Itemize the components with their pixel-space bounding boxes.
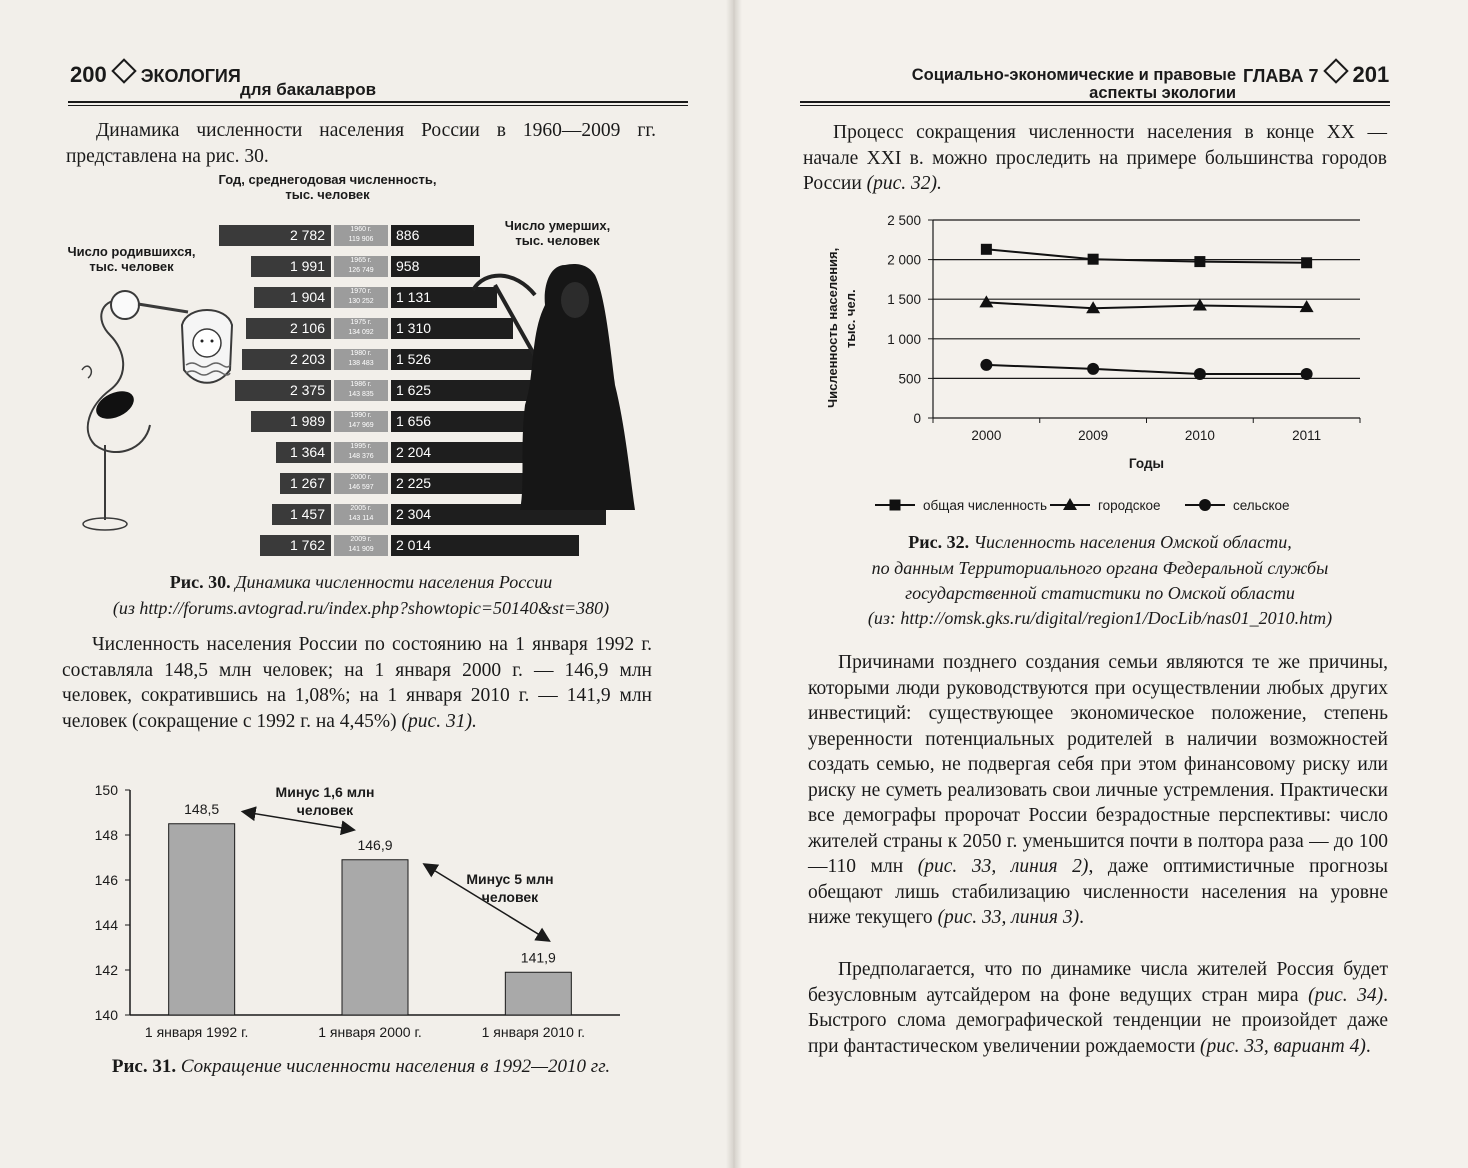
fig30-births-bar: 2 782 <box>219 225 331 246</box>
fig32-caption-line1-text: Численность населения Омской области, <box>973 532 1292 552</box>
fig30-deaths-bar: 2 304 <box>391 504 606 525</box>
fig30-deaths-bar: 1 526 <box>391 349 533 370</box>
fig31-x-tick-label: 1 января 2000 г. <box>318 1024 422 1040</box>
book-spine <box>726 0 742 1168</box>
fig32-series-line <box>986 302 1306 308</box>
fig30-population: 143 835 <box>348 391 374 398</box>
fig32-line-chart <box>815 205 1385 525</box>
fig30-year-cell <box>334 411 388 432</box>
right-header-chapter-block <box>1243 62 1389 88</box>
left-paragraph-1: Динамика численности населения России в 1960—2009 гг. представлена на рис. 30. <box>66 120 656 167</box>
fig30-year-cell <box>334 535 388 556</box>
fig30-caption-label: Рис. 30. <box>169 572 231 592</box>
right-header-rule <box>800 101 1390 103</box>
fig30-year: 2009 г. <box>350 536 372 543</box>
fig30-population: 138 483 <box>348 360 374 367</box>
fig31-y-tick-label: 148 <box>94 827 118 843</box>
fig32-y-axis-label: Численность населения, тыс. чел. <box>825 247 858 408</box>
fig32-legend-marker <box>890 500 901 511</box>
fig30-deaths-label: Число умерших, тыс. человек <box>504 218 611 248</box>
fig30-year-cell <box>334 473 388 494</box>
fig30-year: 1980 г. <box>350 350 372 357</box>
fig30-population: 134 092 <box>348 329 374 336</box>
fig32-data-point <box>979 295 993 307</box>
left-header-rule-thin <box>68 105 688 106</box>
fig30-year-cell <box>334 442 388 463</box>
fig32-y-tick-label: 0 <box>913 411 921 426</box>
fig30-year-cell <box>334 349 388 370</box>
fig30-births-label: Число родившихся, тыс. человек <box>67 244 196 274</box>
fig30-deaths-bar: 2 014 <box>391 535 579 556</box>
baby-bundle-illustration <box>172 295 242 390</box>
fig30-deaths-bar: 1 625 <box>391 380 543 401</box>
fig32-legend-item <box>875 498 1047 513</box>
fig32-reference: (рис. 32). <box>866 173 942 194</box>
fig32-y-tick-label: 1 000 <box>887 331 921 347</box>
fig30-year: 1970 г. <box>350 288 372 295</box>
fig32-data-point <box>1193 299 1207 311</box>
fig33-line3-reference: (рис. 33, линия 3) <box>937 907 1080 928</box>
fig30-population: 148 376 <box>348 453 374 460</box>
left-header <box>70 62 241 88</box>
fig33-line2-reference: (рис. 33, линия 2) <box>917 856 1089 877</box>
fig31-caption-label: Рис. 31. <box>111 1056 177 1077</box>
fig30-deaths-bar: 2 204 <box>391 442 597 463</box>
fig30-year: 1960 г. <box>350 226 372 233</box>
fig31-caption <box>66 1055 656 1079</box>
fig31-x-tick-label: 1 января 1992 г. <box>144 1024 249 1040</box>
fig31-x-tick-label: 1 января 2010 г. <box>481 1024 586 1040</box>
fig30-population: 141 909 <box>348 546 374 553</box>
fig32-data-point <box>1301 368 1313 380</box>
fig32-x-tick-label: 2011 <box>1292 428 1322 443</box>
left-paragraph-2 <box>62 632 652 734</box>
fig30-births-bar: 1 904 <box>254 287 331 308</box>
fig32-series-line <box>986 249 1306 262</box>
right-paragraph-2-text-b: , даже оптимистичные прогнозы обещают лишь стабилизацию численности населения на уровне ниже текущего <box>808 856 1389 928</box>
fig32-caption-line3 <box>800 581 1400 605</box>
fig32-data-point <box>1301 257 1312 268</box>
right-paragraph-2 <box>808 650 1388 931</box>
fig30-caption-text: Динамика численности населения России <box>235 572 553 592</box>
right-header-title-2: аспекты экологии <box>1089 84 1236 102</box>
right-paragraph-3-text-c: . <box>1365 1035 1371 1057</box>
fig30-population: 130 252 <box>348 298 374 305</box>
fig30-caption <box>66 570 656 594</box>
right-paragraph-1 <box>803 120 1387 197</box>
fig31-y-tick-label: 140 <box>94 1007 118 1023</box>
fig30-year: 2005 г. <box>350 505 372 512</box>
fig30-births-bar: 1 267 <box>280 473 331 494</box>
diamond-icon <box>111 58 136 83</box>
fig30-births-bar: 1 457 <box>272 504 331 525</box>
fig30-year-cell <box>334 380 388 401</box>
fig32-y-tick-label: 2 000 <box>887 252 921 268</box>
fig30-year: 1975 г. <box>350 319 372 326</box>
fig30-population: 126 749 <box>348 267 374 274</box>
right-paragraph-3-text-b: . Быстрого слома демографической тенденции не произойдет даже при фантастическом увеличении рождаемости <box>808 984 1388 1057</box>
right-header-title-1: Социально-экономические и правовые <box>911 66 1236 84</box>
fig32-legend-item <box>1050 498 1161 513</box>
fig31-caption-text: Сокращение численности населения в 1992—2010 гг. <box>180 1056 611 1077</box>
fig30-deaths-bar: 958 <box>391 256 480 277</box>
fig31-reference: (рис. 31). <box>401 710 477 732</box>
right-paragraph-3-text-a: Предполагается, что по динамике числа жителей Россия будет безусловным аутсайдером на фоне ведущих стран мира <box>808 959 1388 1006</box>
fig32-x-tick-label: 2009 <box>1078 428 1109 443</box>
fig31-y-tick-label: 144 <box>94 917 118 933</box>
fig30-births-bar: 2 375 <box>235 380 331 401</box>
fig32-legend-label: общая численность <box>923 498 1048 513</box>
fig30-population: 119 906 <box>348 236 374 243</box>
left-page-number: 200 <box>70 62 107 87</box>
fig30-births-bar: 1 989 <box>251 411 331 432</box>
fig30-population: 143 114 <box>348 515 374 522</box>
fig30-source-text: (из http://forums.avtograd.ru/index.php?showtopic=50140&st=380) <box>112 598 610 618</box>
fig30-year: 2000 г. <box>350 474 372 481</box>
fig32-legend-label: сельское <box>1233 498 1290 513</box>
fig30-year-cell <box>334 504 388 525</box>
diamond-icon <box>1323 58 1348 83</box>
fig31-bar <box>169 824 235 1015</box>
fig32-data-point <box>1088 254 1099 265</box>
fig32-y-tick-label: 500 <box>898 371 921 387</box>
fig31-bar-value-label: 141,9 <box>520 949 556 966</box>
fig32-data-point <box>1194 256 1205 267</box>
fig32-caption-line4 <box>800 606 1400 630</box>
fig30-year: 1965 г. <box>350 257 372 264</box>
fig31-bar-value-label: 146,9 <box>357 836 393 853</box>
right-header-rule-thin <box>800 105 1390 106</box>
fig31-bar-chart <box>60 770 660 1060</box>
fig30-deaths-bar: 1 310 <box>391 318 513 339</box>
fig30-year: 1990 г. <box>350 412 372 419</box>
fig30-population: 146 597 <box>348 484 374 491</box>
fig32-y-tick-label: 2 500 <box>887 213 921 228</box>
fig30-year-cell <box>334 225 388 246</box>
fig30-deaths-bar: 2 225 <box>391 473 599 494</box>
right-paragraph-2-text-a: Причинами позднего создания семьи являются те же причины, которыми люди руководствуются при осуществлении любых других инвестиций: существующее экономическое положение, степень уверенности потенциальных родителей в наличии возможностей создать семью, не подвергая себя при этом финансовому риску или риску не суметь реализовать свои личные устремления. Практически все демографы пророчат России безрадостные перспективы: число жителей страны к 2050 г. уменьшится почти в полтора раза — до 100—110 млн <box>808 652 1388 877</box>
fig31-annotation-2: Минус 5 млн человек <box>466 871 554 905</box>
fig33-variant4-reference: (рис. 33, вариант 4) <box>1200 1035 1366 1057</box>
fig32-legend-label: городское <box>1098 498 1161 513</box>
right-paragraph-3 <box>808 957 1388 1059</box>
fig30-year: 1995 г. <box>350 443 372 450</box>
fig30-caption-source <box>66 596 656 620</box>
fig32-caption-line2-text: по данным Территориального органа Федеральной службы <box>871 558 1329 578</box>
fig32-data-point <box>981 244 992 255</box>
fig32-data-point <box>980 359 992 371</box>
fig31-y-tick-label: 150 <box>94 782 118 798</box>
fig32-data-point <box>1087 363 1099 375</box>
fig32-caption-line3-text: государственной статистики по Омской области <box>905 583 1295 603</box>
fig32-legend-marker <box>1199 499 1211 511</box>
left-header-subtitle: для бакалавров <box>240 80 377 99</box>
fig32-x-axis-label: Годы <box>1128 456 1165 471</box>
fig32-caption-label: Рис. 32. <box>908 532 970 552</box>
right-paragraph-1-text: Процесс сокращения численности населения в конце XX — начале XXI в. можно проследить на примере большинства городов России <box>803 122 1387 194</box>
fig30-births-bar: 2 106 <box>246 318 331 339</box>
fig30-center-header: Год, среднегодовая численность, тыс. человек <box>218 172 437 202</box>
right-header-chapter: ГЛАВА 7 <box>1243 66 1319 86</box>
fig31-bar-value-label: 148,5 <box>184 800 220 817</box>
left-header-rule <box>68 101 688 103</box>
fig30-deaths-bar: 886 <box>391 225 474 246</box>
fig30-deaths-bar: 1 131 <box>391 287 497 308</box>
left-paragraph-2-text: Численность населения России по состоянию на 1 января 1992 г. составляла 148,5 млн человек; на 1 января 2000 г. — 146,9 млн человек, сократившись на 1,08%; на 1 января 2010 г. — 141,9 млн человек (сокращение с 1992 г. на 4,45%) <box>62 634 652 732</box>
fig32-data-point <box>1194 368 1206 380</box>
fig31-bar <box>342 860 408 1015</box>
fig32-y-tick-label: 1 500 <box>887 292 921 308</box>
fig31-annotation-1: Минус 1,6 млн человек <box>275 784 375 818</box>
fig30-year-cell <box>334 287 388 308</box>
fig30-births-bar: 1 762 <box>260 535 331 556</box>
fig30-population: 147 969 <box>348 422 374 429</box>
fig32-x-tick-label: 2000 <box>971 428 1002 443</box>
fig31-y-tick-label: 142 <box>94 962 118 978</box>
fig34-reference: (рис. 34) <box>1308 984 1384 1006</box>
fig32-series-line <box>986 365 1306 374</box>
right-paragraph-2-text-c: . <box>1079 907 1084 928</box>
fig30-deaths-bar: 1 656 <box>391 411 546 432</box>
fig32-caption-line2 <box>800 556 1400 580</box>
fig32-x-tick-label: 2010 <box>1184 428 1215 443</box>
fig30-year: 1986 г. <box>350 381 372 388</box>
fig30-row <box>0 225 734 246</box>
fig31-y-tick-label: 146 <box>94 872 118 888</box>
fig32-legend-item <box>1185 498 1290 513</box>
left-header-title: ЭКОЛОГИЯ <box>140 66 241 86</box>
fig30-year-cell <box>334 318 388 339</box>
fig32-caption-line1 <box>800 530 1400 554</box>
fig30-births-bar: 1 364 <box>276 442 331 463</box>
fig30-year-cell <box>334 256 388 277</box>
fig30-births-bar: 1 991 <box>251 256 331 277</box>
fig30-births-bar: 2 203 <box>242 349 331 370</box>
fig32-caption-line4-text: (из: http://omsk.gks.ru/digital/region1/DocLib/nas01_2010.htm) <box>867 608 1333 628</box>
right-page-number: 201 <box>1352 62 1390 87</box>
grim-reaper-illustration <box>465 255 645 545</box>
fig31-bar <box>505 972 571 1015</box>
